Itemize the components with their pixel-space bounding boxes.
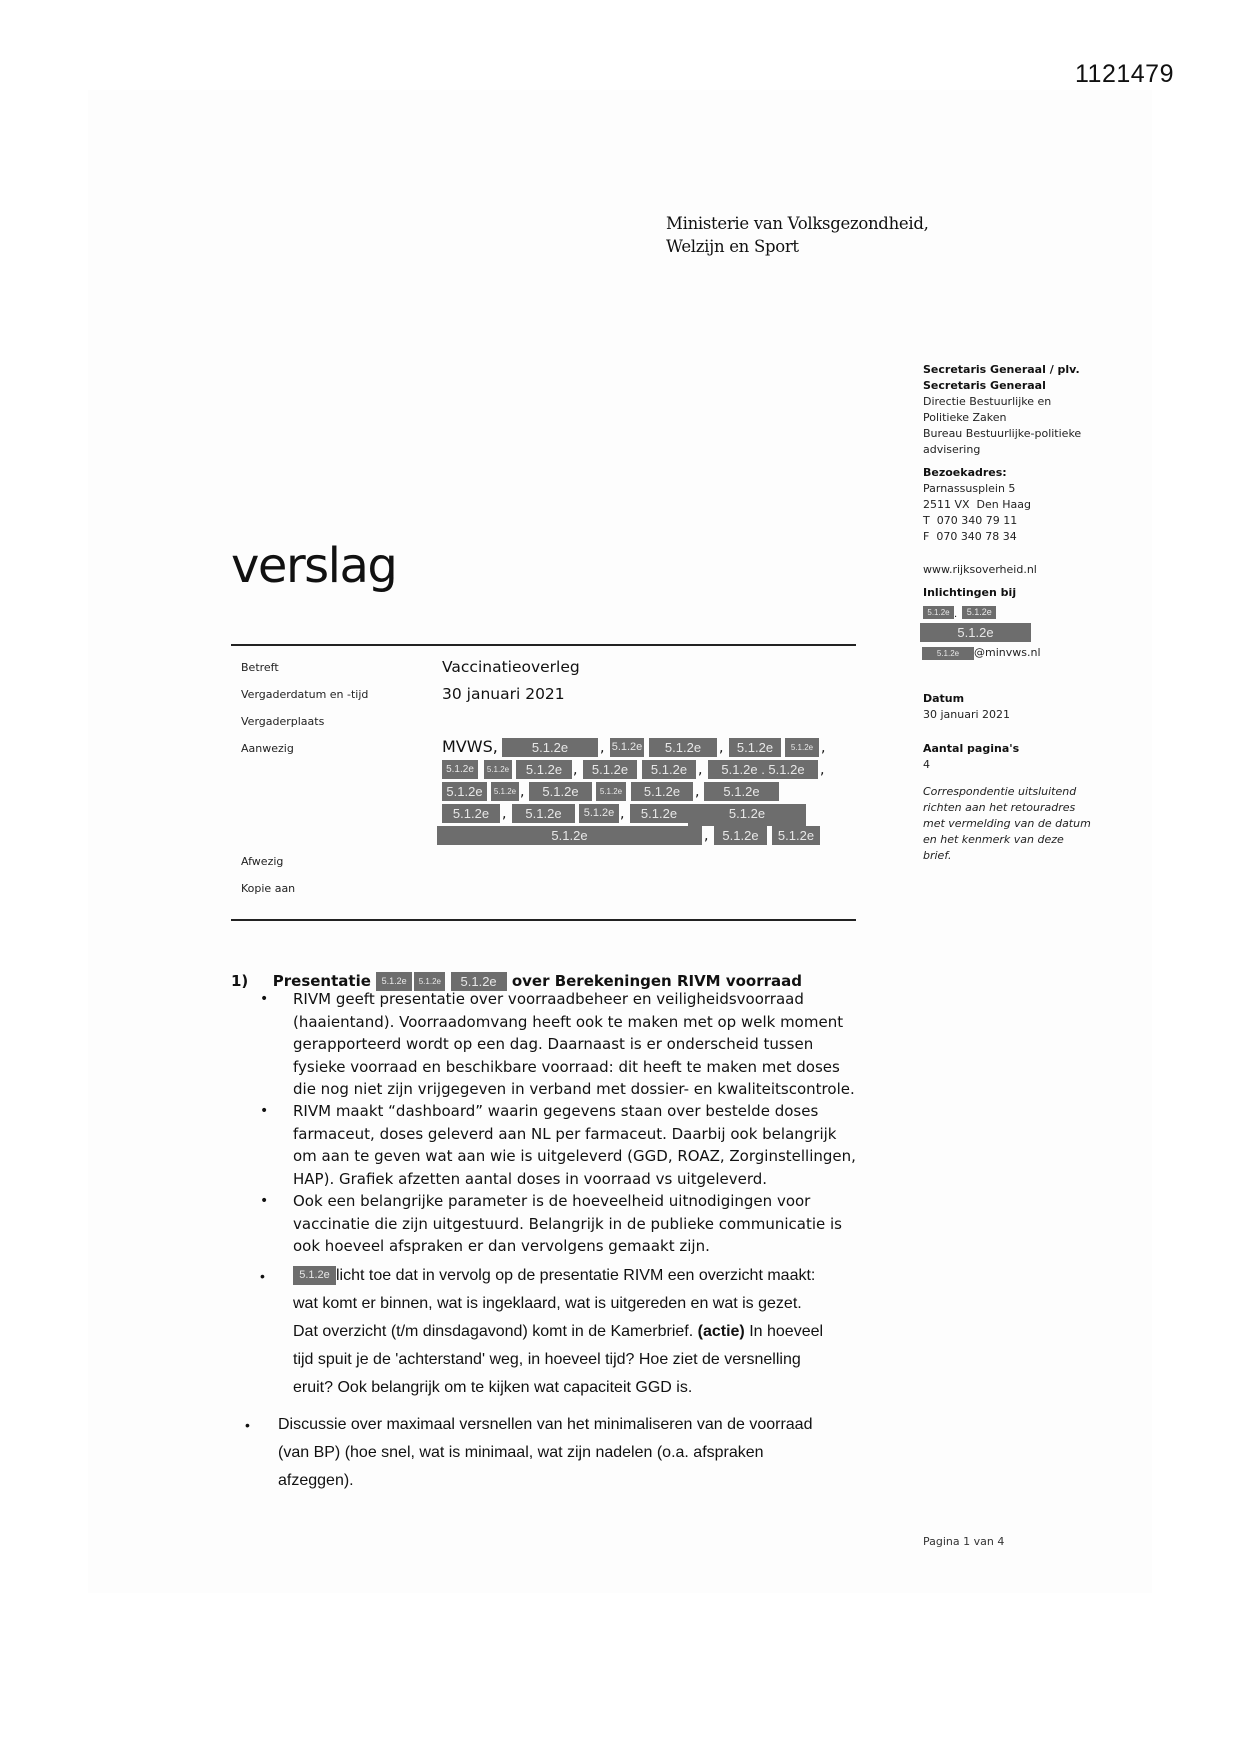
date-heading: Datum bbox=[923, 692, 965, 705]
date-value: 30 januari 2021 bbox=[923, 708, 1011, 721]
section-title-prefix: Presentatie bbox=[272, 972, 371, 990]
redaction-box: 5.1.2e bbox=[376, 972, 412, 991]
redaction-box: 5.1.2e bbox=[714, 826, 767, 845]
redaction-box: 5.1.2e bbox=[729, 738, 781, 757]
subject-value: Vaccinatieoverleg bbox=[442, 658, 580, 676]
redaction-box: 5.1.2e bbox=[920, 623, 1031, 642]
datetime-label: Vergaderdatum en -tijd bbox=[241, 688, 369, 701]
location-label: Vergaderplaats bbox=[241, 715, 325, 728]
document-type-title: verslag bbox=[231, 538, 397, 594]
visit-address-block bbox=[923, 465, 1031, 545]
bullet-icon: • bbox=[245, 1417, 250, 1433]
top-divider bbox=[231, 644, 856, 646]
info-heading: Inlichtingen bij bbox=[923, 586, 1017, 599]
redaction-box: 5.1.2e bbox=[631, 782, 693, 801]
ministry-letterhead bbox=[666, 212, 929, 258]
redaction-box: 5.1.2e bbox=[922, 647, 974, 660]
page-number: Pagina 1 van 4 bbox=[923, 1535, 1005, 1548]
bullet-item: • RIVM maakt “dashboard” waarin gegevens staan over bestelde doses farmaceut, doses geleverd aan NL per farmaceut. Daarbij ook belangrijk om aan te geven wat aan wie is uitgeleverd (GGD, ROAZ, Zorginstellingen, HAP). Grafiek afzetten aantal doses in voorraad vs uitgeleverd. bbox=[260, 1102, 856, 1188]
notice-line: richten aan het retouradres bbox=[923, 801, 1076, 814]
redaction-box: 5.1.2e bbox=[502, 738, 598, 757]
redaction-box: 5.1.2e bbox=[484, 760, 512, 779]
phone-number: T 070 340 79 11 bbox=[923, 514, 1018, 527]
redaction-box: 5.1.2e bbox=[583, 760, 637, 779]
email-domain: @minvws.nl bbox=[974, 646, 1041, 659]
redaction-box: 5.1.2e bbox=[442, 804, 500, 823]
redaction-box: 5.1.2e bbox=[437, 826, 702, 845]
redaction-box: 5.1.2e bbox=[688, 804, 806, 826]
redaction-box: 5.1.2e bbox=[579, 804, 619, 823]
bullet-icon: • bbox=[260, 1268, 265, 1284]
document-number: 1121479 bbox=[1075, 60, 1174, 88]
redaction-box: 5.1.2e bbox=[642, 760, 696, 779]
section-number: 1) bbox=[231, 972, 249, 990]
date-block bbox=[923, 691, 1010, 723]
pages-value: 4 bbox=[923, 758, 930, 771]
redaction-box: 5.1.2e . 5.1.2e bbox=[708, 760, 818, 779]
bullet-item: • 5.1.2e licht toe dat in vervolg op de presentatie RIVM een overzicht maakt: wat komt er binnen, wat is ingeklaard, wat is uitgereden en wat is gezet. Dat overzicht (t/m dinsdagavond) komt in de Kamerbrief. (actie) In hoeveel tijd spuit je de 'achterstand' weg, in hoeveel tijd? Hoe ziet de versnelling eruit? Ook belangrijk om te kijken wat capaciteit GGD is. bbox=[293, 1262, 823, 1402]
pages-heading: Aantal pagina's bbox=[923, 742, 1020, 755]
bullet-icon: • bbox=[260, 1193, 269, 1209]
notice-line: Correspondentie uitsluitend bbox=[923, 785, 1077, 798]
cc-label: Kopie aan bbox=[241, 882, 296, 895]
dept-line1: Directie Bestuurlijke en bbox=[923, 395, 1052, 408]
redaction-box: 5.1.2e bbox=[704, 782, 779, 801]
org-line2: Secretaris Generaal bbox=[923, 379, 1046, 392]
correspondence-notice bbox=[923, 784, 1091, 864]
subject-label: Betreft bbox=[241, 661, 279, 674]
redaction-box: 5.1.2e bbox=[516, 760, 572, 779]
absent-label: Afwezig bbox=[241, 855, 284, 868]
redaction-box: 5.1.2e bbox=[610, 738, 644, 757]
redaction-box: 5.1.2e bbox=[923, 606, 954, 619]
redaction-box: 5.1.2e bbox=[596, 782, 626, 801]
info-contact-redactions: 5.1.2e . 5.1.2e bbox=[923, 602, 996, 616]
pages-block bbox=[923, 741, 1019, 773]
notice-line: brief. bbox=[923, 849, 952, 862]
bullet-icon: • bbox=[260, 1103, 269, 1119]
redaction-box: 5.1.2e bbox=[649, 738, 717, 757]
redaction-box: 5.1.2e bbox=[451, 972, 507, 991]
redaction-box: 5.1.2e bbox=[293, 1266, 336, 1285]
fax-number: F 070 340 78 34 bbox=[923, 530, 1017, 543]
redaction-box: 5.1.2e bbox=[962, 606, 996, 619]
address-line1: Parnassusplein 5 bbox=[923, 482, 1016, 495]
redaction-box: 5.1.2e bbox=[512, 804, 575, 823]
info-email bbox=[922, 646, 1041, 660]
info-block bbox=[923, 585, 1016, 601]
redaction-box: 5.1.2e bbox=[785, 738, 819, 757]
redaction-box: 5.1.2e bbox=[772, 826, 820, 845]
bureau-line1: Bureau Bestuurlijke-politieke bbox=[923, 427, 1082, 440]
datetime-value: 30 januari 2021 bbox=[442, 685, 565, 703]
address-line2: 2511 VX Den Haag bbox=[923, 498, 1031, 511]
bureau-line2: advisering bbox=[923, 443, 981, 456]
sender-block bbox=[923, 362, 1081, 458]
redaction-box: 5.1.2e bbox=[630, 804, 688, 823]
redaction-box: 5.1.2e bbox=[491, 782, 519, 801]
website-link[interactable]: www.rijksoverheid.nl bbox=[923, 563, 1037, 576]
notice-line: en het kenmerk van deze bbox=[923, 833, 1064, 846]
section-title-suffix: over Berekeningen RIVM voorraad bbox=[511, 972, 802, 990]
info-name-redaction bbox=[920, 622, 1031, 642]
bullet-item: • RIVM geeft presentatie over voorraadbeheer en veiligheidsvoorraad (haaientand). Voorraadomvang heeft ook te maken met op welk moment gerapporteerd wordt op een dag. Daarnaast is er onderscheid tussen fysieke voorraad en beschikbare voorraad: dit heeft te maken met doses die nog niet zijn vrijgegeven in verband met dossier- en kwaliteitscontrole. bbox=[260, 990, 855, 1098]
bullet-item: • Discussie over maximaal versnellen van het minimaliseren van de voorraad (van BP) (hoe snel, wat is minimaal, wat zijn nadelen (o.a. afspraken afzeggen). bbox=[278, 1411, 812, 1495]
ministry-name-line1: Ministerie van Volksgezondheid, bbox=[666, 214, 929, 233]
bullet-item: • Ook een belangrijke parameter is de hoeveelheid uitnodigingen voor vaccinatie die zijn uitgestuurd. Belangrijk in de publieke communicatie is ook hoeveel afspraken er dan vervolgens gemaakt zijn. bbox=[260, 1192, 843, 1255]
redaction-box: 5.1.2e bbox=[442, 782, 487, 801]
present-label: Aanwezig bbox=[241, 742, 294, 755]
attendee-organization: MVWS, bbox=[442, 737, 498, 756]
bullet-icon: • bbox=[260, 991, 269, 1007]
action-marker: (actie) bbox=[697, 1323, 745, 1340]
ministry-name-line2: Welzijn en Sport bbox=[666, 237, 799, 256]
redaction-box: 5.1.2e bbox=[529, 782, 592, 801]
org-line1: Secretaris Generaal / plv. bbox=[923, 363, 1080, 376]
redaction-box: 5.1.2e bbox=[414, 972, 445, 991]
redaction-box: 5.1.2e bbox=[442, 760, 478, 779]
dept-line2: Politieke Zaken bbox=[923, 411, 1007, 424]
bottom-divider bbox=[231, 919, 856, 921]
visit-address-heading: Bezoekadres: bbox=[923, 466, 1007, 479]
notice-line: met vermelding van de datum bbox=[923, 817, 1091, 830]
